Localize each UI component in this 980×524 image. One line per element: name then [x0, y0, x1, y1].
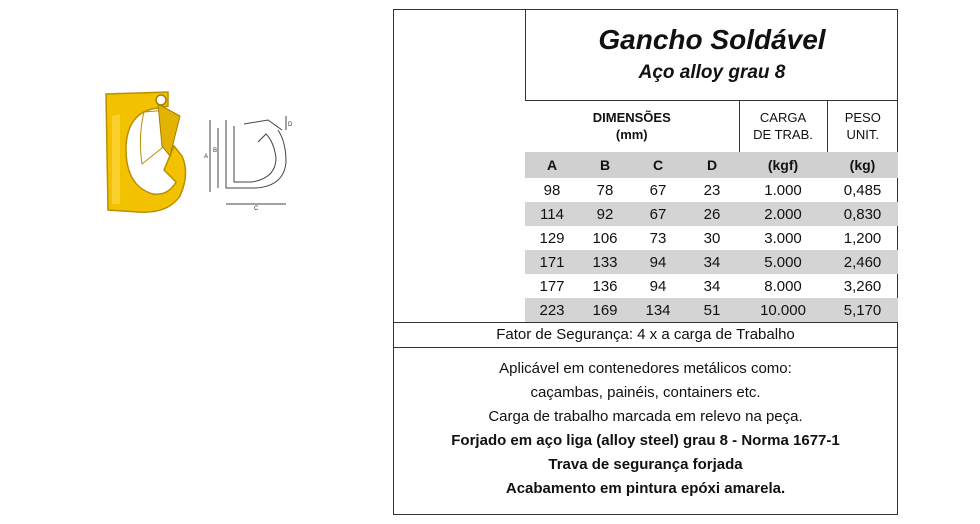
table-row — [525, 202, 898, 226]
table-cell: 98 — [543, 181, 561, 199]
hook-photo — [98, 86, 198, 216]
table-header-row — [525, 100, 898, 152]
dim-label-c: C — [254, 206, 259, 212]
table-row — [525, 274, 898, 298]
table-cell: 3.000 — [764, 229, 802, 247]
dim-label-d: D — [288, 122, 293, 128]
table-subheader-row — [525, 152, 898, 178]
header-load — [739, 100, 827, 152]
table-cell: 5.000 — [739, 250, 827, 274]
table-cell: 133 — [579, 250, 631, 274]
note-line: Carga de trabalho marcada em relevo na peça. — [488, 408, 803, 425]
table-cell: 1.000 — [764, 181, 802, 199]
table-cell: 23 — [703, 181, 721, 199]
table-row — [525, 226, 898, 250]
table-cell: 94 — [631, 250, 685, 274]
note-line: caçambas, painéis, containers etc. — [530, 384, 761, 401]
note-line-bold: Acabamento em pintura epóxi amarela. — [505, 480, 786, 497]
table-cell: 0,485 — [843, 181, 882, 199]
product-notes — [394, 357, 897, 501]
product-title: Gancho Soldável — [598, 24, 826, 55]
safety-factor: Fator de Segurança: 4 x a carga de Trabalho — [394, 322, 897, 348]
note-line-bold: Forjado em aço liga (alloy steel) grau 8 - Norma 1677-1 — [451, 432, 840, 449]
table-row — [525, 250, 898, 274]
header-weight — [827, 100, 898, 152]
table-cell: 92 — [579, 202, 631, 226]
header-weight-line1: PESO — [844, 110, 881, 125]
title-block — [525, 10, 898, 101]
table-cell: 26 — [685, 202, 739, 226]
table-cell: 1,200 — [843, 229, 882, 247]
header-load-line2: DE TRAB. — [753, 127, 813, 142]
column-header: C — [631, 152, 685, 178]
spec-sheet — [393, 9, 898, 515]
column-header: A — [525, 152, 579, 178]
table-cell: 34 — [703, 277, 721, 295]
table-cell: 94 — [649, 277, 667, 295]
product-subtitle: Aço alloy grau 8 — [638, 62, 786, 83]
table-cell: 2,460 — [827, 250, 898, 274]
table-cell: 129 — [539, 229, 565, 247]
column-header: (kg) — [827, 152, 898, 178]
table-cell: 67 — [649, 181, 667, 199]
table-cell: 134 — [631, 298, 685, 322]
hook-drawing — [200, 112, 296, 212]
header-dimensions-line1: DIMENSÕES — [592, 110, 671, 125]
table-cell: 223 — [525, 298, 579, 322]
table-cell: 34 — [685, 250, 739, 274]
table-cell: 78 — [596, 181, 614, 199]
column-header: (kgf) — [739, 152, 827, 178]
note-line: Aplicável em contenedores metálicos como: — [499, 360, 792, 377]
table-cell: 5,170 — [827, 298, 898, 322]
note-line-bold: Trava de segurança forjada — [548, 456, 743, 473]
table-cell: 10.000 — [739, 298, 827, 322]
table-cell: 2.000 — [739, 202, 827, 226]
table-row — [525, 178, 898, 202]
header-dimensions — [525, 100, 739, 152]
dim-label-a: A — [204, 154, 209, 160]
table-cell: 169 — [579, 298, 631, 322]
dim-label-b: B — [213, 148, 218, 154]
table-cell: 106 — [592, 229, 618, 247]
table-cell: 30 — [703, 229, 721, 247]
header-dimensions-line2: (mm) — [615, 127, 648, 142]
table-cell: 114 — [525, 202, 579, 226]
table-cell: 8.000 — [764, 277, 802, 295]
header-weight-line2: UNIT. — [846, 127, 880, 142]
table-cell: 177 — [539, 277, 565, 295]
specs-table — [525, 100, 898, 322]
table-cell: 171 — [525, 250, 579, 274]
table-cell: 67 — [631, 202, 685, 226]
column-header: B — [579, 152, 631, 178]
table-cell: 136 — [592, 277, 618, 295]
table-cell: 51 — [685, 298, 739, 322]
table-cell: 73 — [649, 229, 667, 247]
table-cell: 3,260 — [843, 277, 882, 295]
header-load-line1: CARGA — [759, 110, 807, 125]
column-header: D — [685, 152, 739, 178]
table-cell: 0,830 — [827, 202, 898, 226]
table-row — [525, 298, 898, 322]
